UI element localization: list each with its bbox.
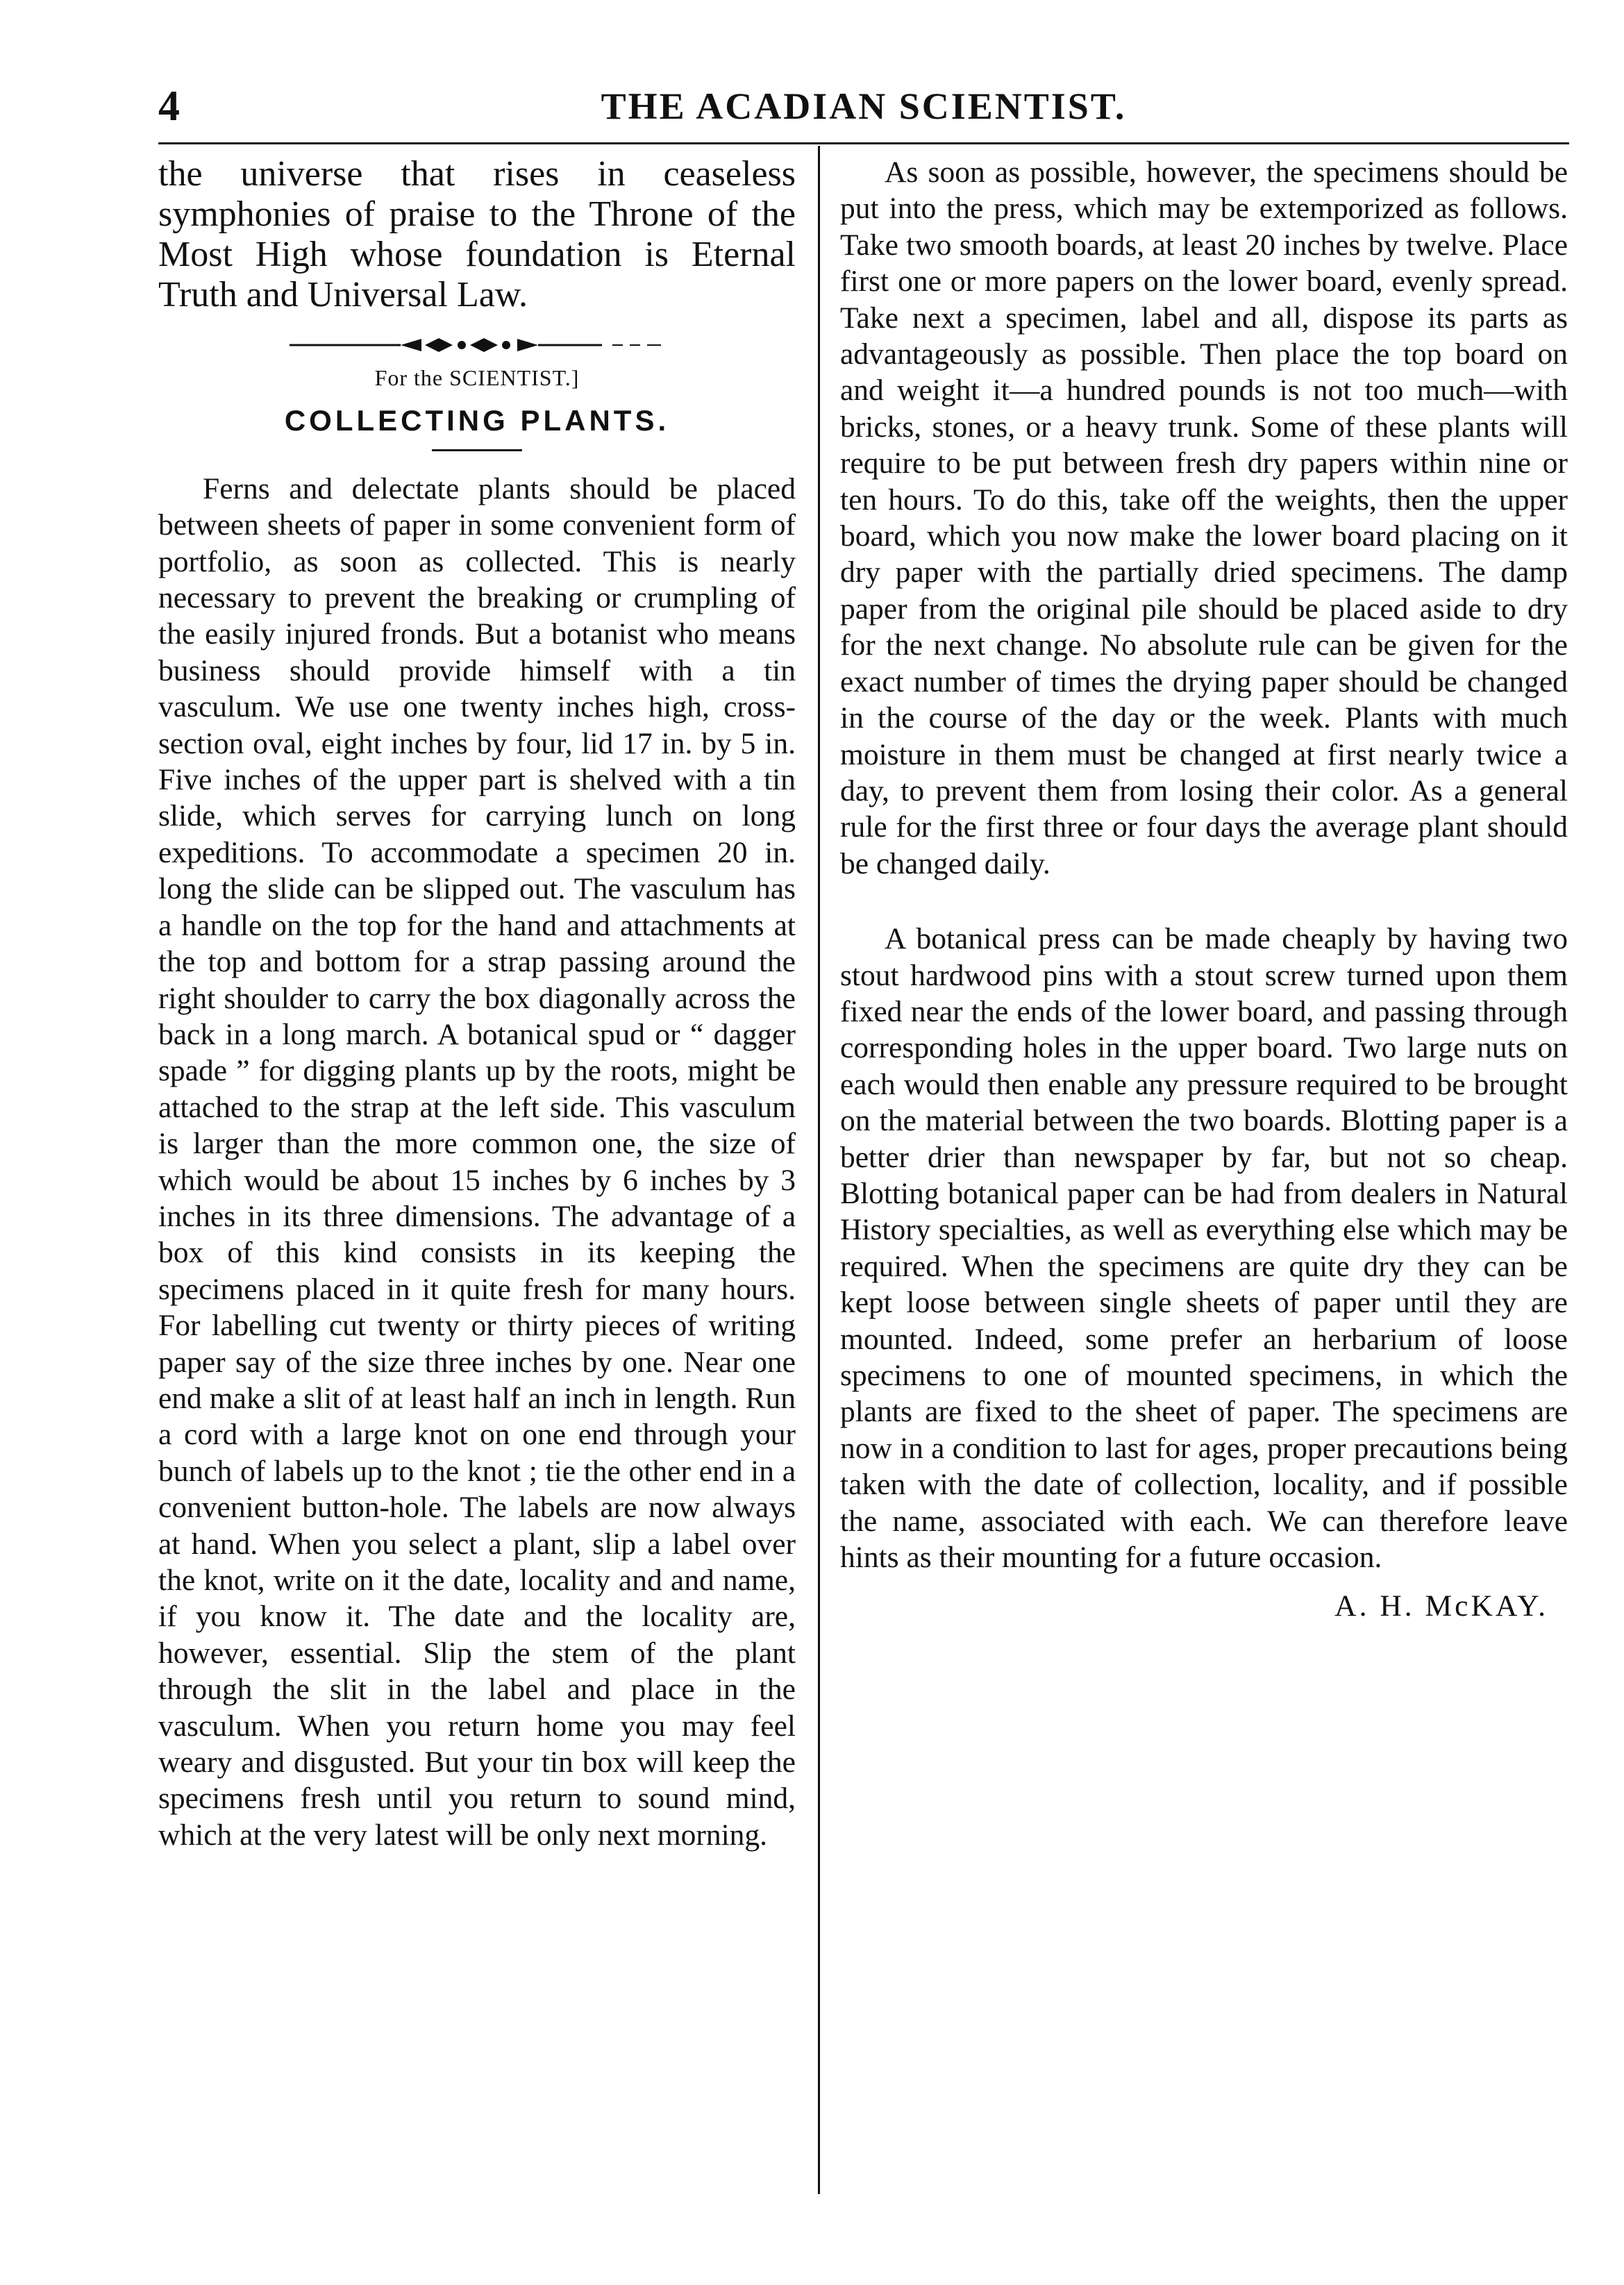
header-rule bbox=[158, 142, 1569, 144]
section-ornament bbox=[158, 328, 796, 349]
paragraph-1: Ferns and delectate plants should be placed between sheets of paper in some convenient form of portfolio, as soon as collected. This is nearly necessary to prevent the breaking or crumpling of the easily injured fronds. But a botanist who means business should provide himself with a tin vasculum. We use one twenty inches high, cross-section oval, eight inches by four, lid 17 in. by 5 in. Five inches of the upper part is shelved with a tin slide, which serves for carrying lunch on long expeditions. To accommodate a specimen 20 in. long the slide can be slipped out. The vasculum has a handle on the top for the hand and attachments at the top and bottom for a strap passing around the right shoulder to carry the box diagonally across the back in a long march. A botanical spud or “ dagger spade ” for digging plants up by the roots, might be attached to the strap at the left side. This vasculum is larger than the more common one, the size of which would be about 15 inches by 6 inches by 3 inches in its three dimensions. The advantage of a box of this kind consists in its keeping the specimens placed in it quite fresh for many hours. For labelling cut twenty or thirty pieces of writing paper say of the size three inches by one. Near one end make a slit of at least half an inch in length. Run a cord with a large knot on one end through your bunch of labels up to the knot ; tie the other end in a convenient button-hole. The labels are now always at hand. When you select a plant, slip a label over the knot, write on it the date, locality and and name, if you know it. The date and the locality are, however, essential. Slip the stem of the plant through the slit in the label and place in the vasculum. When you return home you may feel weary and disgusted. But your tin box will keep the specimens fresh until you return to sound mind, which at the very latest will be only next morning. bbox=[158, 471, 796, 1852]
page-header bbox=[158, 82, 1569, 143]
paragraph-3: A botanical press can be made cheaply by having two stout hardwood pins with a stout screw turned upon them fixed near the ends of the lower board, and passing through corresponding holes in the upper board. Two large nuts on each would then enable any pressure required to be brought on the material between the two boards. Blotting paper is a better drier than newspaper by far, but not so cheap. Blotting botanical paper can be had from dealers in Natural History specialties, as well as everything else which may be required. When the specimens are quite dry they can be kept loose between single sheets of paper until they are mounted. Indeed, some prefer an herbarium of loose specimens to one of mounted specimens, in which the plants are fixed to the sheet of paper. The specimens are now in a condition to last for ages, proper precautions being taken with the date of collection, locality, and if possible the name, associated with each. We can therefore leave hints as their mounting for a future occasion. bbox=[840, 922, 1568, 1575]
column-divider bbox=[818, 146, 820, 2194]
attribution-line: For the SCIENTIST.] bbox=[374, 365, 580, 390]
page-number: 4 bbox=[158, 83, 180, 130]
article-title: COLLECTING PLANTS. bbox=[284, 404, 670, 437]
title-rule bbox=[432, 449, 522, 451]
right-column bbox=[840, 154, 1568, 1625]
journal-title: THE ACADIAN SCIENTIST. bbox=[601, 85, 1127, 127]
paragraph-2: As soon as possible, however, the specimens should be put into the press, which may be extemporized as follows. Take two smooth boards, at least 20 inches by twelve. Place first one or more papers on the lower board, evenly spread. Take next a specimen, label and all, dispose its parts as advantageously as possible. Then place the top board on and weight it—a hundred pounds is not too much—with bricks, stones, or a heavy trunk. Some of these plants will require to be put between fresh dry papers within nine or ten hours. To do this, take off the weights, then the upper board, which you now make the lower board placing on it dry paper with the partially dried specimens. The damp paper from the original pile should be placed aside to dry for the next change. No absolute rule can be given for the exact number of times the drying paper should be changed in the course of the day or the week. Plants with much moisture in them must be changed at first nearly twice a day, to prevent them from losing their color. As a general rule for the first three or four days the average plant should be changed daily. bbox=[840, 156, 1568, 880]
author-signature: A. H. McKAY. bbox=[1334, 1589, 1548, 1623]
left-column bbox=[158, 154, 796, 1853]
ornament-divider-icon bbox=[283, 335, 671, 355]
lead-paragraph: the universe that rises in ceaseless symphonies of praise to the Throne of the Most High whose foundation is Eternal Truth and Universal Law. bbox=[158, 154, 796, 315]
